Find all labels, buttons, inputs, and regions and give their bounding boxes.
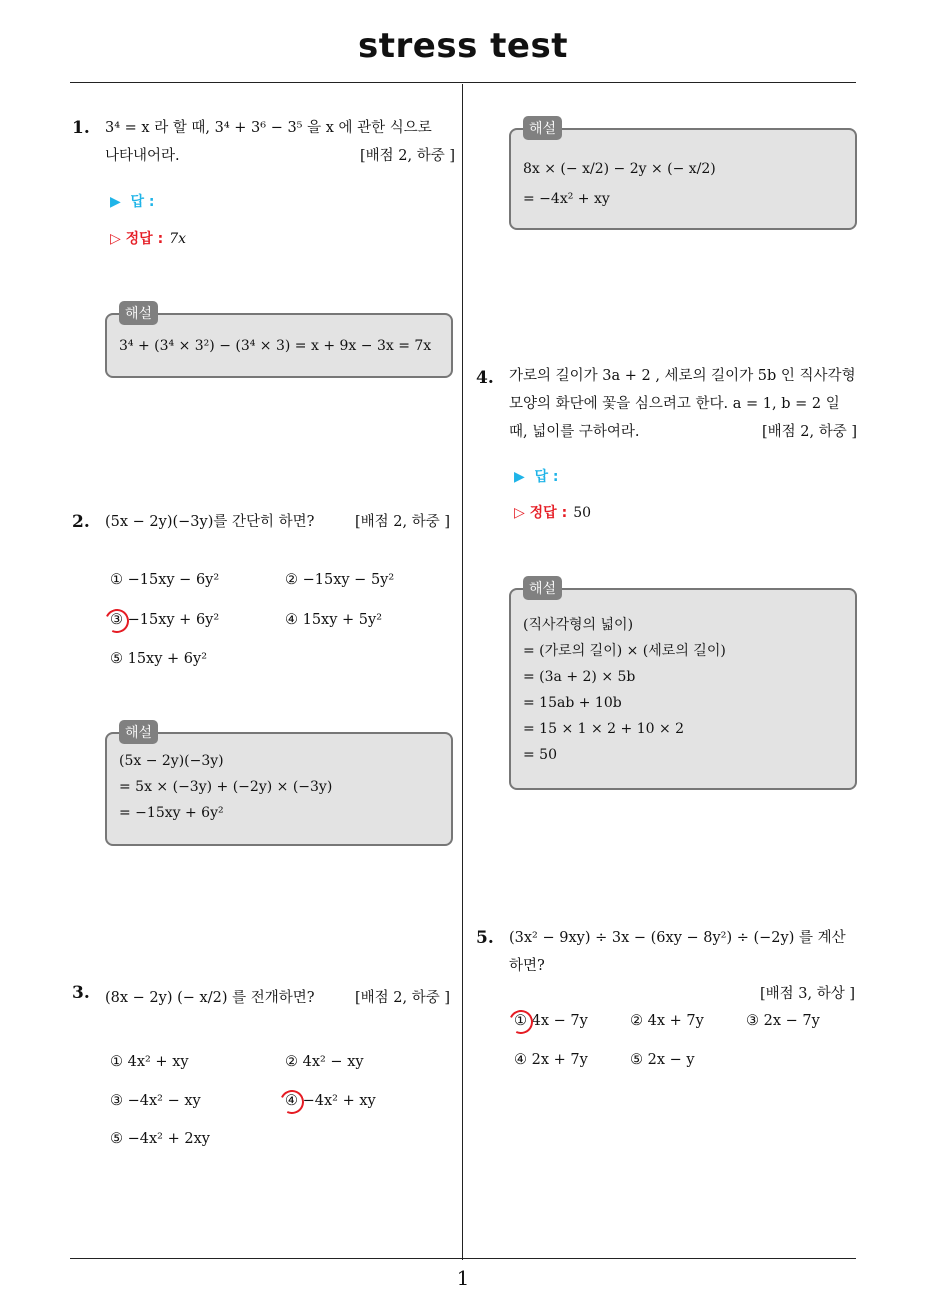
q1-explanation-box — [105, 306, 453, 378]
q5-meta: [배점 3, 하상 ] — [759, 986, 855, 1002]
q2-choice-2[interactable]: ② −15xy − 5y² — [285, 572, 395, 588]
bottom-divider — [70, 1258, 856, 1259]
q2-text — [105, 508, 450, 536]
q4-explanation-box — [509, 581, 857, 790]
answer-label-text: 답 : — [130, 194, 155, 210]
q2-choice-5[interactable]: ⑤ 15xy + 6y² — [110, 651, 208, 667]
q2-meta: [배점 2, 하중 ] — [354, 514, 450, 530]
q4-explanation-line: (직사각형의 넓이) — [523, 617, 634, 633]
q1-meta: [배점 2, 하중 ] — [359, 148, 455, 164]
q3-question: (8x − 2y) (− x/2) 를 전개하면? — [105, 990, 315, 1006]
top-divider — [70, 82, 856, 83]
page-number: 1 — [456, 1266, 470, 1290]
q4-meta: [배점 2, 하중 ] — [761, 424, 857, 440]
q4-correct — [514, 502, 591, 522]
explanation-tag: 해설 — [523, 576, 562, 600]
q4-explanation-line: = (가로의 길이) × (세로의 길이) — [523, 643, 726, 659]
q5-choice-4[interactable]: ④ 2x + 7y — [514, 1052, 588, 1068]
q2-choice-1[interactable]: ① −15xy − 6y² — [110, 572, 220, 588]
q3-explanation-line: 8x × (− x/2) − 2y × (− x/2) — [523, 161, 716, 177]
q3-choice-5[interactable]: ⑤ −4x² + 2xy — [110, 1131, 210, 1147]
q4-explanation-line: = 15ab + 10b — [523, 695, 622, 711]
column-divider — [462, 84, 463, 1260]
q2-choice-3[interactable]: ③ −15xy + 6y² — [110, 612, 220, 628]
q2-number: 2. — [72, 512, 90, 532]
q2-explanation-box — [105, 725, 453, 846]
q4-explanation-line: = 50 — [523, 747, 557, 763]
q3-choice-3[interactable]: ③ −4x² − xy — [110, 1093, 201, 1109]
q1-text — [105, 114, 455, 170]
selected-circle-mark — [277, 1087, 308, 1118]
q2-explanation-line: = 5x × (−3y) + (−2y) × (−3y) — [119, 779, 333, 795]
q2-question: (5x − 2y)(−3y)를 간단히 하면? — [105, 514, 315, 530]
play-icon: ▶ — [110, 194, 121, 210]
q5-choice-5[interactable]: ⑤ 2x − y — [630, 1052, 695, 1068]
q4-correct-value: 50 — [573, 505, 592, 521]
q1-correct-value: 7x — [169, 231, 186, 247]
q5-choice-1[interactable]: ① 4x − 7y — [514, 1013, 588, 1029]
q4-explanation-line: = 15 × 1 × 2 + 10 × 2 — [523, 721, 685, 737]
q3-number: 3. — [72, 983, 90, 1003]
q1-number: 1. — [72, 118, 90, 138]
q5-line1: (3x² − 9xy) ÷ 3x − (6xy − 8y²) ÷ (−2y) 를 계산하면? — [509, 930, 846, 974]
q1-correct — [110, 228, 186, 248]
explanation-tag: 해설 — [119, 301, 158, 325]
q1-line1: 3⁴ = x 라 할 때, 3⁴ + 3⁶ − 3⁵ 을 x 에 관한 식으로 — [105, 120, 432, 136]
correct-label-text: 정답 : — [125, 231, 164, 247]
q3-meta: [배점 2, 하중 ] — [354, 990, 450, 1006]
q5-number: 5. — [476, 928, 494, 948]
selected-circle-mark — [102, 606, 133, 637]
q2-choice-4[interactable]: ④ 15xy + 5y² — [285, 612, 383, 628]
explanation-tag: 해설 — [523, 116, 562, 140]
q4-text — [509, 362, 857, 446]
q5-choice-2[interactable]: ② 4x + 7y — [630, 1013, 704, 1029]
q1-answer-label — [110, 191, 155, 211]
play-icon: ▶ — [514, 469, 525, 485]
q4-number: 4. — [476, 368, 494, 388]
q3-choice-2[interactable]: ② 4x² − xy — [285, 1054, 364, 1070]
q4-line1: 가로의 길이가 3a + 2 , 세로의 길이가 5b 인 직사각형 — [509, 368, 856, 384]
correct-label-text: 정답 : — [529, 505, 568, 521]
q4-answer-label — [514, 466, 559, 486]
triangle-outline-icon: ▷ — [514, 505, 525, 521]
q3-text — [105, 984, 450, 1012]
q5-text — [509, 924, 859, 1008]
selected-circle-mark — [506, 1007, 537, 1038]
q3-choice-1[interactable]: ① 4x² + xy — [110, 1054, 189, 1070]
q3-explanation-box — [509, 121, 857, 230]
q2-explanation-line: (5x − 2y)(−3y) — [119, 753, 224, 769]
q1-explanation-line: 3⁴ + (3⁴ × 3²) − (3⁴ × 3) = x + 9x − 3x = 7x — [119, 338, 432, 354]
q4-line2: 모양의 화단에 꽃을 심으려고 한다. a = 1, b = 2 일 — [509, 396, 840, 412]
q3-explanation-line: = −4x² + xy — [523, 191, 610, 207]
answer-label-text: 답 : — [534, 469, 559, 485]
explanation-tag: 해설 — [119, 720, 158, 744]
q3-choice-4[interactable]: ④ −4x² + xy — [285, 1093, 376, 1109]
triangle-outline-icon: ▷ — [110, 231, 121, 247]
q4-line3: 때, 넓이를 구하여라. — [509, 424, 640, 440]
q5-choice-3[interactable]: ③ 2x − 7y — [746, 1013, 820, 1029]
q1-line2: 나타내어라. — [105, 148, 180, 164]
page-title: stress test — [358, 26, 568, 66]
q2-explanation-line: = −15xy + 6y² — [119, 805, 224, 821]
q4-explanation-line: = (3a + 2) × 5b — [523, 669, 636, 685]
